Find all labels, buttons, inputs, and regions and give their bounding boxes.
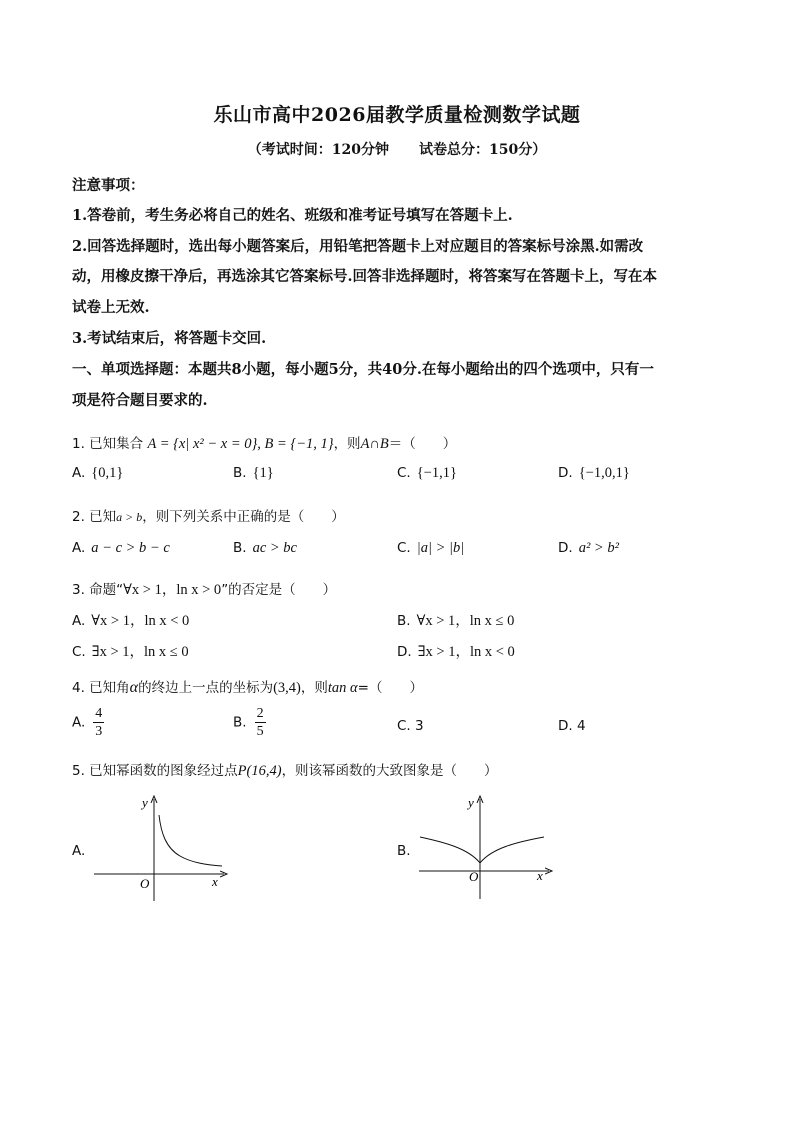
question-2-option-a: A. a − c > b − c [72,540,170,556]
question-1-sets: A = {x| x² − x = 0}, B = {−1, 1} [147,436,334,452]
notice-item-1: 1.答卷前，考生务必将自己的姓名、班级和准考证号填写在答题卡上. [72,207,513,224]
question-3-option-d: D. ∃x > 1，ln x < 0 [397,644,515,660]
power-curve-right [480,837,544,863]
question-4: 4. 已知角α的终边上一点的坐标为(3,4)，则tan α=（ ） [72,679,423,696]
question-3-proposition: ∀x > 1，ln x > 0 [123,582,222,598]
power-curve-left [420,837,480,863]
notice-item-2-line-1: 2.回答选择题时，选出每小题答案后，用铅笔把答题卡上对应题目的答案标号涂黑.如需改 [72,238,644,255]
question-5-option-a-label: A. [72,843,86,859]
question-1-prefix: 1. 已知集合 [72,436,144,452]
exam-info [0,139,794,159]
notice-item-3: 3.考试结束后，将答题卡交回. [72,330,267,347]
origin-label: O [140,876,150,891]
question-1-option-c: C. {−1,1} [397,465,457,481]
page-title: 乐山市高中2026届教学质量检测数学试题 [213,104,581,126]
x-axis-label: x [212,874,218,889]
question-1-blank: ＝（ ） [388,436,457,452]
section-heading-line-2: 项是符合题目要求的. [72,392,208,409]
exam-total-score: 试卷总分：150分） [419,142,547,158]
question-2-option-d: D. a² > b² [558,540,619,556]
fraction-4-3: $\frac{4}{3}$ [95,706,103,739]
x-axis-label: x [537,868,543,883]
question-2-option-c: C. |a| > |b| [397,540,465,556]
question-4-alpha: α [129,679,139,696]
fraction-2-5: $\frac{2}{5}$ [256,706,264,739]
question-1-intersection: A∩B [360,436,389,452]
section-heading-line-1: 一、单项选择题：本题共8小题，每小题5分，共40分.在每小题给出的四个选项中，只有一 [72,361,654,378]
question-1-option-b: B. {1} [233,465,274,481]
question-4-option-c: C. 3 [397,718,424,734]
question-4-point: (3,4) [273,680,301,696]
question-3-option-c: C. ∃x > 1，ln x ≤ 0 [72,644,189,660]
question-5-point: P(16,4) [237,763,282,779]
question-3-option-b: B. ∀x > 1，ln x ≤ 0 [397,613,515,629]
exam-time: （考试时间：120分钟 [247,142,389,158]
question-1 [72,432,456,453]
y-axis-label: y [142,795,148,810]
question-2-condition: a > b [116,510,143,524]
y-axis-label: y [468,795,474,810]
question-4-option-d: D. 4 [558,718,586,734]
question-3: 3. 命题“∀x > 1，ln x > 0”的否定是（ ） [72,582,337,598]
question-4-option-a: A. $\frac{4}{3}$ [72,706,103,739]
graph-option-b [413,793,555,905]
question-5: 5. 已知幂函数的图象经过点P(16,4)，则该幂函数的大致图象是（ ） [72,763,498,779]
notice-item-2-line-3: 试卷上无效. [72,299,150,316]
notice-item-2-line-2: 动，用橡皮擦干净后，再选涂其它答案标号.回答非选择题时，将答案写在答题卡上，写在本 [72,268,658,285]
question-3-option-a: A. ∀x > 1，ln x < 0 [72,613,190,629]
question-1-option-a: A. {0,1} [72,465,124,481]
question-2-option-b: B. ac > bc [233,540,297,556]
graph-option-a [90,793,230,905]
notice-heading: 注意事项： [72,177,145,194]
origin-label: O [469,869,479,884]
question-4-option-b: B. $\frac{2}{5}$ [233,706,264,739]
power-curve [159,815,222,866]
question-4-tan: tan α [327,680,358,696]
question-5-option-b-label: B. [397,843,411,859]
question-2: 2. 已知a > b，则下列关系中正确的是（ ） [72,509,345,525]
question-1-then: ，则 [333,436,361,452]
question-1-option-d: D. {−1,0,1} [558,465,630,481]
